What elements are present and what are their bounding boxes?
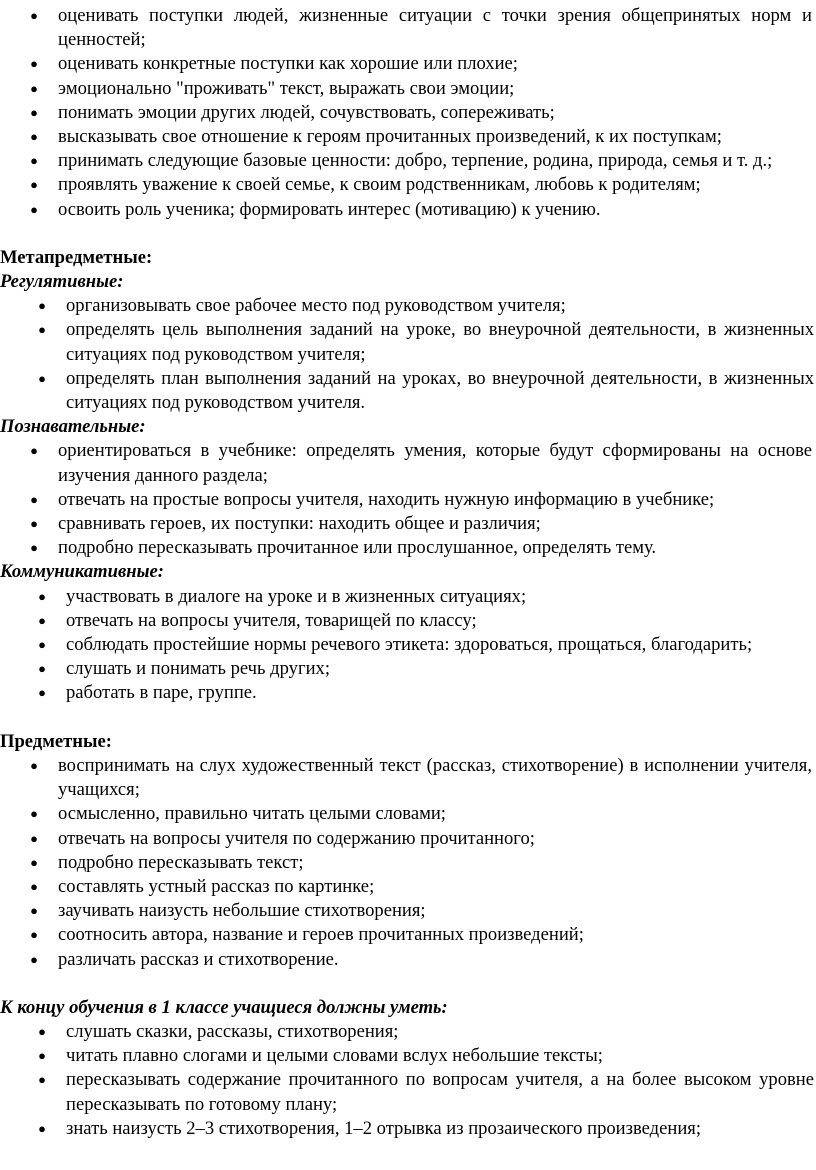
list-item — [0, 754, 816, 802]
list-item — [0, 1117, 816, 1141]
list-item-text: знать наизусть 2–3 стихотворения, 1–2 отрывка из прозаического произведения; — [66, 1117, 701, 1139]
spacer — [0, 972, 816, 996]
list-item-text: понимать эмоции других людей, сочувствовать, сопереживать; — [58, 101, 555, 123]
list-item — [0, 657, 816, 681]
list-item — [0, 52, 816, 76]
cognitive-heading: Познавательные: — [0, 416, 146, 438]
list-item-text: принимать следующие базовые ценности: добро, терпение, родина, природа, семья и т. д.; — [58, 150, 773, 172]
bullet-icon: ● — [38, 1120, 46, 1136]
bullet-icon: ● — [30, 153, 38, 169]
regulatory-list — [0, 294, 816, 415]
bullet-icon: ● — [30, 903, 38, 919]
list-item — [0, 899, 816, 923]
list-item-text: воспринимать на слух художественный текст (рассказ, стихотворение) в исполнении учителя, учащихся; — [58, 754, 812, 801]
list-item — [0, 1068, 816, 1116]
list-item — [0, 77, 816, 101]
list-item-text: высказывать свое отношение к героям прочитанных произведений, к их поступкам; — [58, 126, 722, 148]
list-item — [0, 149, 816, 173]
list-item — [0, 948, 816, 972]
bullet-icon: ● — [30, 540, 38, 556]
list-item-text: пересказывать содержание прочитанного по вопросам учителя, а на более высоком уровне пересказывать по готовому плану; — [66, 1069, 814, 1115]
bullet-icon: ● — [30, 806, 38, 822]
bullet-icon: ● — [38, 685, 46, 701]
list-item-text: оценивать поступки людей, жизненные ситуации с точки зрения общепринятых норм и ценностей; — [58, 5, 812, 51]
list-item — [0, 802, 816, 826]
list-item — [0, 125, 816, 149]
list-item-text: слушать и понимать речь других; — [66, 658, 330, 680]
list-item — [0, 536, 816, 560]
list-item — [0, 875, 816, 899]
list-item — [0, 923, 816, 947]
bullet-icon: ● — [38, 637, 46, 653]
list-item-text: ориентироваться в учебнике: определять умения, которые будут сформированы на основе изучения данного раздела; — [58, 440, 812, 486]
bullet-icon: ● — [30, 201, 38, 217]
bullet-icon: ● — [30, 129, 38, 145]
list-item — [0, 488, 816, 512]
list-item — [0, 851, 816, 875]
cognitive-list — [0, 439, 816, 560]
list-item-text: сравнивать героев, их поступки: находить общее и различия; — [58, 513, 541, 535]
spacer — [0, 222, 816, 246]
bullet-icon: ● — [30, 80, 38, 96]
meta-heading: Метапредметные: — [0, 246, 153, 268]
bullet-icon: ● — [38, 1023, 46, 1039]
bullet-icon: ● — [30, 927, 38, 943]
list-item-text: слушать сказки, рассказы, стихотворения; — [66, 1020, 399, 1042]
list-item-text: отвечать на вопросы учителя, товарищей по классу; — [66, 609, 477, 631]
communicative-heading: Коммуникативные: — [0, 561, 164, 583]
list-item — [0, 1020, 816, 1044]
bullet-icon: ● — [38, 1048, 46, 1064]
bullet-icon: ● — [30, 878, 38, 894]
list-item-text: отвечать на простые вопросы учителя, находить нужную информацию в учебнике; — [58, 488, 715, 510]
list-item-text: осмысленно, правильно читать целыми словами; — [58, 803, 446, 825]
list-item-text: заучивать наизусть небольшие стихотворения; — [58, 900, 426, 922]
end-of-grade-list — [0, 1020, 816, 1141]
bullet-icon: ● — [30, 951, 38, 967]
bullet-icon: ● — [38, 298, 46, 314]
list-item-text: определять план выполнения заданий на уроках, во внеурочной деятельности, в жизненных ситуациях под руководством учителя. — [66, 367, 814, 414]
bullet-icon: ● — [30, 104, 38, 120]
list-item — [0, 173, 816, 197]
regulatory-heading: Регулятивные: — [0, 271, 124, 293]
list-item — [0, 318, 816, 366]
end-of-grade-heading: К концу обучения в 1 классе учащиеся должны уметь: — [0, 996, 448, 1018]
list-item — [0, 609, 816, 633]
bullet-icon: ● — [38, 1072, 46, 1088]
list-item-text: различать рассказ и стихотворение. — [58, 948, 339, 970]
list-item-text: определять цель выполнения заданий на уроке, во внеурочной деятельности, в жизненных ситуациях под руководством учителя; — [66, 319, 814, 365]
list-item — [0, 1044, 816, 1068]
list-item — [0, 4, 816, 52]
list-item-text: составлять устный рассказ по картинке; — [58, 875, 375, 897]
list-item-text: подробно пересказывать текст; — [58, 851, 304, 873]
bullet-icon: ● — [38, 612, 46, 628]
list-item — [0, 198, 816, 222]
list-item — [0, 294, 816, 318]
communicative-list — [0, 585, 816, 706]
list-item — [0, 439, 816, 487]
list-item-text: подробно пересказывать прочитанное или прослушанное, определять тему. — [58, 537, 657, 559]
intro-list — [0, 0, 816, 222]
bullet-icon: ● — [30, 56, 38, 72]
list-item — [0, 512, 816, 536]
list-item-text: соблюдать простейшие нормы речевого этикета: здороваться, прощаться, благодарить; — [66, 634, 753, 656]
bullet-icon: ● — [30, 854, 38, 870]
list-item-text: эмоционально "проживать" текст, выражать свои эмоции; — [58, 77, 515, 99]
bullet-icon: ● — [38, 322, 46, 338]
bullet-icon: ● — [38, 661, 46, 677]
list-item-text: соотносить автора, название и героев прочитанных произведений; — [58, 924, 584, 946]
bullet-icon: ● — [30, 443, 38, 459]
list-item-text: проявлять уважение к своей семье, к своим родственникам, любовь к родителям; — [58, 174, 701, 196]
list-item — [0, 633, 816, 657]
subject-heading: Предметные: — [0, 730, 112, 752]
bullet-icon: ● — [30, 757, 38, 773]
list-item — [0, 101, 816, 125]
spacer — [0, 706, 816, 730]
list-item-text: работать в паре, группе. — [66, 682, 257, 704]
bullet-icon: ● — [30, 8, 38, 23]
list-item-text: читать плавно слогами и целыми словами вслух небольшие тексты; — [66, 1045, 603, 1067]
bullet-icon: ● — [30, 830, 38, 846]
list-item-text: освоить роль ученика; формировать интерес (мотивацию) к учению. — [58, 198, 601, 220]
list-item — [0, 827, 816, 851]
list-item — [0, 681, 816, 705]
list-item-text: участвовать в диалоге на уроке и в жизненных ситуациях; — [66, 585, 527, 607]
bullet-icon: ● — [30, 177, 38, 193]
subject-list — [0, 754, 816, 972]
bullet-icon: ● — [38, 588, 46, 604]
bullet-icon: ● — [38, 370, 46, 386]
list-item-text: отвечать на вопросы учителя по содержанию прочитанного; — [58, 827, 535, 849]
list-item-text: организовывать свое рабочее место под руководством учителя; — [66, 295, 566, 317]
list-item — [0, 367, 816, 415]
bullet-icon: ● — [30, 516, 38, 532]
list-item — [0, 585, 816, 609]
list-item-text: оценивать конкретные поступки как хорошие или плохие; — [58, 53, 518, 75]
bullet-icon: ● — [30, 491, 38, 507]
